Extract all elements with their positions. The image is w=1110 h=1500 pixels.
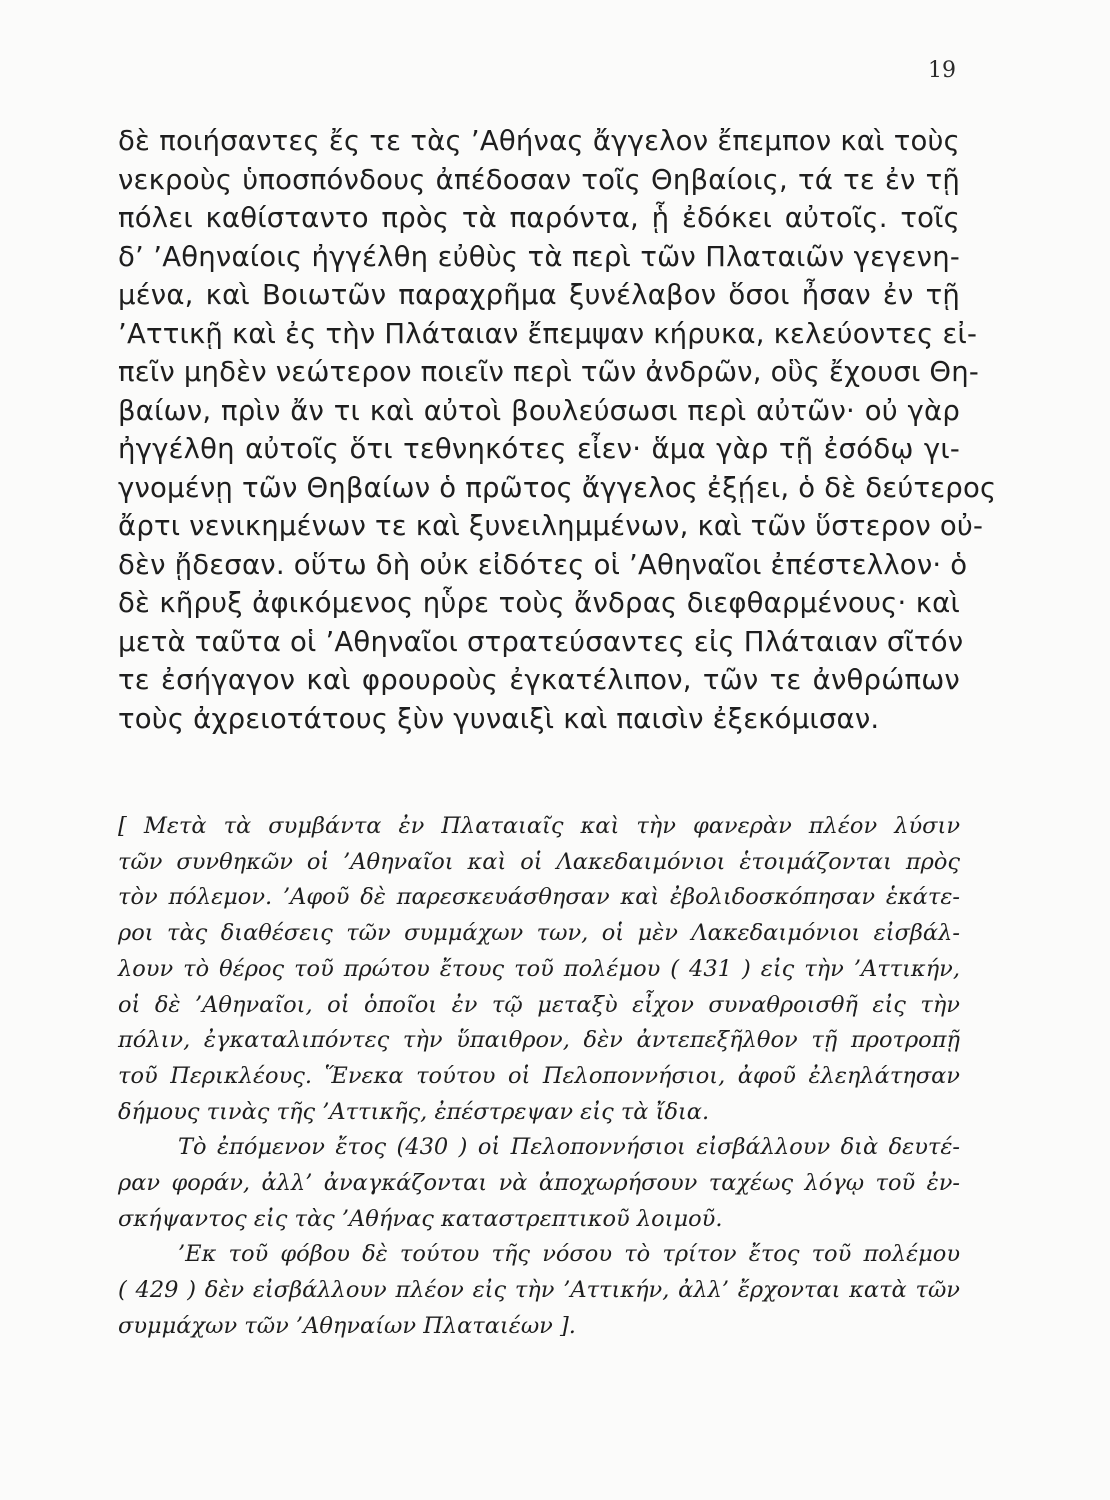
summary-note-block xyxy=(118,809,960,1345)
note-line: συμμάχων τῶν ’Αθηναίων Πλαταιέων ]. xyxy=(118,1312,576,1339)
note-line: [ Μετὰ τὰ συμβάντα ἐν Πλαταιαῖς καὶ τὴν φανερὰν πλέον λύσιν xyxy=(118,813,960,839)
text-line: πεῖν μηδὲν νεώτερον ποιεῖν περὶ τῶν ἀνδρῶν, οὓς ἔχουσι Θη- xyxy=(118,356,979,388)
text-line: δὲ κῆρυξ ἀφικόμενος ηὗρε τοὺς ἄνδρας διεφθαρμένους· καὶ xyxy=(118,587,960,619)
text-line: τοὺς ἀχρειοτάτους ξὺν γυναιξὶ καὶ παισὶν ἐξεκόμισαν. xyxy=(118,702,880,735)
main-text-block xyxy=(118,122,997,738)
note-line: λουν τὸ θέρος τοῦ πρώτου ἔτους τοῦ πολέμου ( 431 ) εἰς τὴν ’Αττικήν, xyxy=(118,955,960,982)
note-line: οἱ δὲ ’Αθηναῖοι, οἱ ὁποῖοι ἐν τῷ μεταξὺ εἶχον συναθροισθῆ εἰς τὴν xyxy=(118,991,960,1018)
page-number: 19 xyxy=(928,58,956,83)
text-line: ἄρτι νενικημένων τε καὶ ξυνειλημμένων, καὶ τῶν ὕστερον οὐ- xyxy=(118,510,984,542)
text-line: ’Αττικῇ καὶ ἐς τὴν Πλάταιαν ἔπεμψαν κήρυκα, κελεύοντες εἰ- xyxy=(118,317,978,350)
note-line: τῶν συνθηκῶν οἱ ’Αθηναῖοι καὶ οἱ Λακεδαιμόνιοι ἑτοιμάζονται πρὸς xyxy=(118,848,960,875)
text-line: μένα, καὶ Βοιωτῶν παραχρῆμα ξυνέλαβον ὅσοι ἦσαν ἐν τῇ xyxy=(118,279,960,311)
text-line: δὲ ποιήσαντες ἔς τε τὰς ’Αθήνας ἄγγελον ἔπεμπον καὶ τοὺς xyxy=(118,125,960,157)
note-line: Τὸ ἐπόμενον ἔτος (430 ) οἱ Πελοποννήσιοι εἰσβάλλουν διὰ δευτέ- xyxy=(178,1134,960,1161)
note-line: ροι τὰς διαθέσεις τῶν συμμάχων των, οἱ μὲν Λακεδαιμόνιοι εἰσβάλ- xyxy=(118,920,960,947)
note-line: ( 429 ) δὲν εἰσβάλλουν πλέον εἰς τὴν ’Αττικήν, ἀλλ’ ἔρχονται κατὰ τῶν xyxy=(118,1277,960,1304)
note-line: δήμους τινὰς τῆς ’Αττικῆς, ἐπέστρεψαν εἰς τὰ ἴδια. xyxy=(118,1098,710,1125)
text-line: δὲν ᾔδεσαν. οὕτω δὴ οὐκ εἰδότες οἱ ’Αθηναῖοι ἐπέστελλον· ὁ xyxy=(118,548,968,581)
note-line: πόλιν, ἐγκαταλιπόντες τὴν ὕπαιθρον, δὲν ἀντεπεξῆλθον τῇ προτροπῇ xyxy=(118,1027,960,1054)
note-line: ’Εκ τοῦ φόβου δὲ τούτου τῆς νόσου τὸ τρίτον ἔτος τοῦ πολέμου xyxy=(178,1241,960,1268)
text-line: βαίων, πρὶν ἄν τι καὶ αὐτοὶ βουλεύσωσι περὶ αὐτῶν· οὐ γὰρ xyxy=(118,394,960,427)
note-line: ραν φοράν, ἀλλ’ ἀναγκάζονται νὰ ἀποχωρήσουν ταχέως λόγῳ τοῦ ἐν- xyxy=(118,1170,960,1197)
text-line: νεκροὺς ὑποσπόνδους ἀπέδοσαν τοῖς Θηβαίοις, τά τε ἐν τῇ xyxy=(118,163,960,196)
text-line: μετὰ ταῦτα οἱ ’Αθηναῖοι στρατεύσαντες εἰς Πλάταιαν σῖτόν xyxy=(118,625,964,658)
note-line: σκήψαντος εἰς τὰς ’Αθήνας καταστρεπτικοῦ λοιμοῦ. xyxy=(118,1205,723,1232)
note-line: τὸν πόλεμον. ’Αφοῦ δὲ παρεσκευάσθησαν καὶ ἐβολιδοσκόπησαν ἑκάτε- xyxy=(118,884,960,911)
text-line: πόλει καθίσταντο πρὸς τὰ παρόντα, ᾗ ἐδόκει αὐτοῖς. τοῖς xyxy=(118,202,960,234)
text-line: τε ἐσήγαγον καὶ φρουροὺς ἐγκατέλιπον, τῶν τε ἀνθρώπων xyxy=(118,664,960,696)
text-line: γνομένῃ τῶν Θηβαίων ὁ πρῶτος ἄγγελος ἐξῄει, ὁ δὲ δεύτερος xyxy=(118,471,997,504)
note-line: τοῦ Περικλέους. Ἕνεκα τούτου οἱ Πελοποννήσιοι, ἀφοῦ ἐλεηλάτησαν xyxy=(118,1062,960,1089)
text-line: δ’ ’Αθηναίοις ἠγγέλθη εὐθὺς τὰ περὶ τῶν Πλαταιῶν γεγενη- xyxy=(118,240,960,273)
text-line: ἠγγέλθη αὐτοῖς ὅτι τεθνηκότες εἶεν· ἅμα γὰρ τῇ ἐσόδῳ γι- xyxy=(118,433,960,465)
